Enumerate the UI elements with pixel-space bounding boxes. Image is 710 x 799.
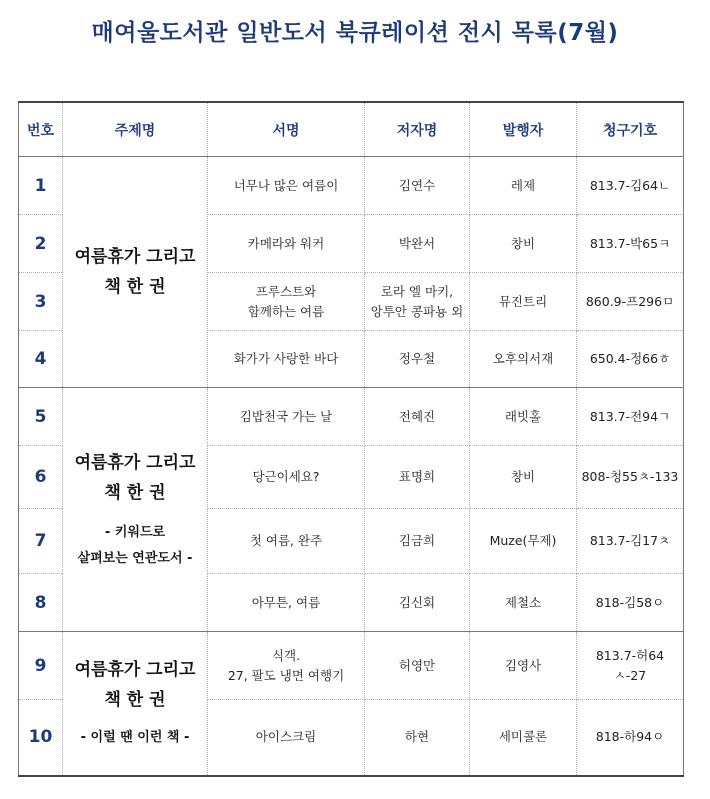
theme-main-line: 책 한 권 — [104, 277, 166, 297]
row-number: 8 — [19, 574, 63, 632]
publisher: Muze(무제) — [470, 509, 577, 574]
call-number: 813.7-허64ㅅ-27 — [577, 632, 684, 700]
author-line: 정우철 — [398, 351, 436, 366]
book-title-line: 식객. — [271, 647, 301, 663]
call-number: 650.4-정66ㅎ — [577, 331, 684, 388]
publisher: 김영사 — [470, 632, 577, 700]
call-number: 813.7-김17ㅊ — [577, 509, 684, 574]
publisher: 래빗홀 — [470, 388, 577, 446]
book-title — [208, 446, 365, 509]
row-number: 6 — [19, 446, 63, 509]
author-line: 김연수 — [398, 177, 436, 193]
header-author: 저자명 — [365, 102, 470, 157]
header-theme: 주제명 — [63, 102, 208, 157]
header-book-title: 서명 — [208, 102, 365, 157]
theme-cell — [63, 157, 208, 388]
theme-sub-line: 살펴보는 연관도서 - — [77, 550, 193, 566]
theme-subtitle — [65, 520, 205, 572]
author-line: 박완서 — [398, 235, 436, 251]
author-line: 김신회 — [398, 594, 436, 610]
book-title — [208, 388, 365, 446]
author — [365, 157, 470, 215]
book-title-line: 화가가 사랑한 바다 — [233, 351, 339, 366]
header-publisher: 발행자 — [470, 102, 577, 157]
book-title — [208, 574, 365, 632]
book-title — [208, 331, 365, 388]
book-title-line: 27, 팔도 냉면 여행기 — [227, 667, 345, 683]
author — [365, 273, 470, 331]
book-title-line: 김밥천국 가는 날 — [239, 408, 333, 424]
table-row — [19, 632, 684, 700]
book-title — [208, 157, 365, 215]
publisher: 세미콜론 — [470, 700, 577, 776]
header-call-number: 청구기호 — [577, 102, 684, 157]
theme-main-line: 책 한 권 — [104, 482, 166, 503]
book-title — [208, 509, 365, 574]
theme-subtitle — [65, 725, 205, 751]
header-row — [19, 102, 684, 157]
row-number: 9 — [19, 632, 63, 700]
table-row — [19, 157, 684, 215]
book-title-line: 아이스크림 — [255, 729, 317, 745]
publisher: 오후의서재 — [470, 331, 577, 388]
row-number: 3 — [19, 273, 63, 331]
author-line: 표명희 — [398, 469, 436, 484]
row-number: 4 — [19, 331, 63, 388]
book-title-line: 당근이세요? — [252, 469, 320, 484]
call-number: 860.9-프296ㅁ — [577, 273, 684, 331]
row-number: 2 — [19, 215, 63, 273]
author-line: 하현 — [404, 729, 430, 745]
book-title-line: 아무튼, 여름 — [251, 594, 321, 610]
theme-cell — [63, 388, 208, 632]
theme-cell — [63, 632, 208, 776]
author-line: 전혜진 — [398, 408, 436, 424]
theme-sub-line: - 키워드로 — [104, 524, 166, 540]
publisher: 레제 — [470, 157, 577, 215]
book-title-line: 프루스트와 — [255, 283, 317, 299]
author — [365, 700, 470, 776]
call-number: 813.7-김64ㄴ — [577, 157, 684, 215]
publisher: 창비 — [470, 215, 577, 273]
row-number: 5 — [19, 388, 63, 446]
header-number: 번호 — [19, 102, 63, 157]
author-line: 앙투안 콩파뇽 외 — [370, 303, 464, 319]
call-number: 818-하94ㅇ — [577, 700, 684, 776]
book-title — [208, 700, 365, 776]
book-title-line: 너무나 많은 여름이 — [233, 177, 339, 193]
row-number: 7 — [19, 509, 63, 574]
book-title — [208, 632, 365, 700]
publisher: 제철소 — [470, 574, 577, 632]
author-line: 허영만 — [398, 657, 436, 673]
call-number: 813.7-전94ㄱ — [577, 388, 684, 446]
author — [365, 388, 470, 446]
table-row — [19, 388, 684, 446]
call-number: 813.7-박65ㅋ — [577, 215, 684, 273]
book-title — [208, 215, 365, 273]
publisher: 뮤진트리 — [470, 273, 577, 331]
author — [365, 331, 470, 388]
theme-main-line: 여름휴가 그리고 — [74, 660, 196, 681]
theme-main-line: 책 한 권 — [104, 690, 166, 711]
author — [365, 215, 470, 273]
theme-main-line: 여름휴가 그리고 — [74, 452, 196, 473]
author — [365, 509, 470, 574]
call-number: 818-김58ㅇ — [577, 574, 684, 632]
book-title — [208, 273, 365, 331]
author — [365, 632, 470, 700]
row-number: 1 — [19, 157, 63, 215]
call-number: 808-청55ㅊ-133 — [577, 446, 684, 509]
author — [365, 574, 470, 632]
book-title-line: 카메라와 워커 — [247, 235, 325, 251]
author — [365, 446, 470, 509]
author-line: 김금희 — [398, 533, 436, 548]
row-number: 10 — [19, 700, 63, 776]
book-title-line: 함께하는 여름 — [247, 303, 325, 319]
exhibition-table — [18, 101, 684, 777]
theme-main-line: 여름휴가 그리고 — [74, 247, 196, 267]
publisher: 창비 — [470, 446, 577, 509]
book-title-line: 첫 여름, 완주 — [249, 533, 323, 548]
theme-sub-line: - 이럴 땐 이런 책 - — [80, 730, 190, 746]
page-title: 매여울도서관 일반도서 북큐레이션 전시 목록(7월) — [91, 20, 619, 46]
author-line: 로라 엘 마키, — [380, 283, 454, 299]
